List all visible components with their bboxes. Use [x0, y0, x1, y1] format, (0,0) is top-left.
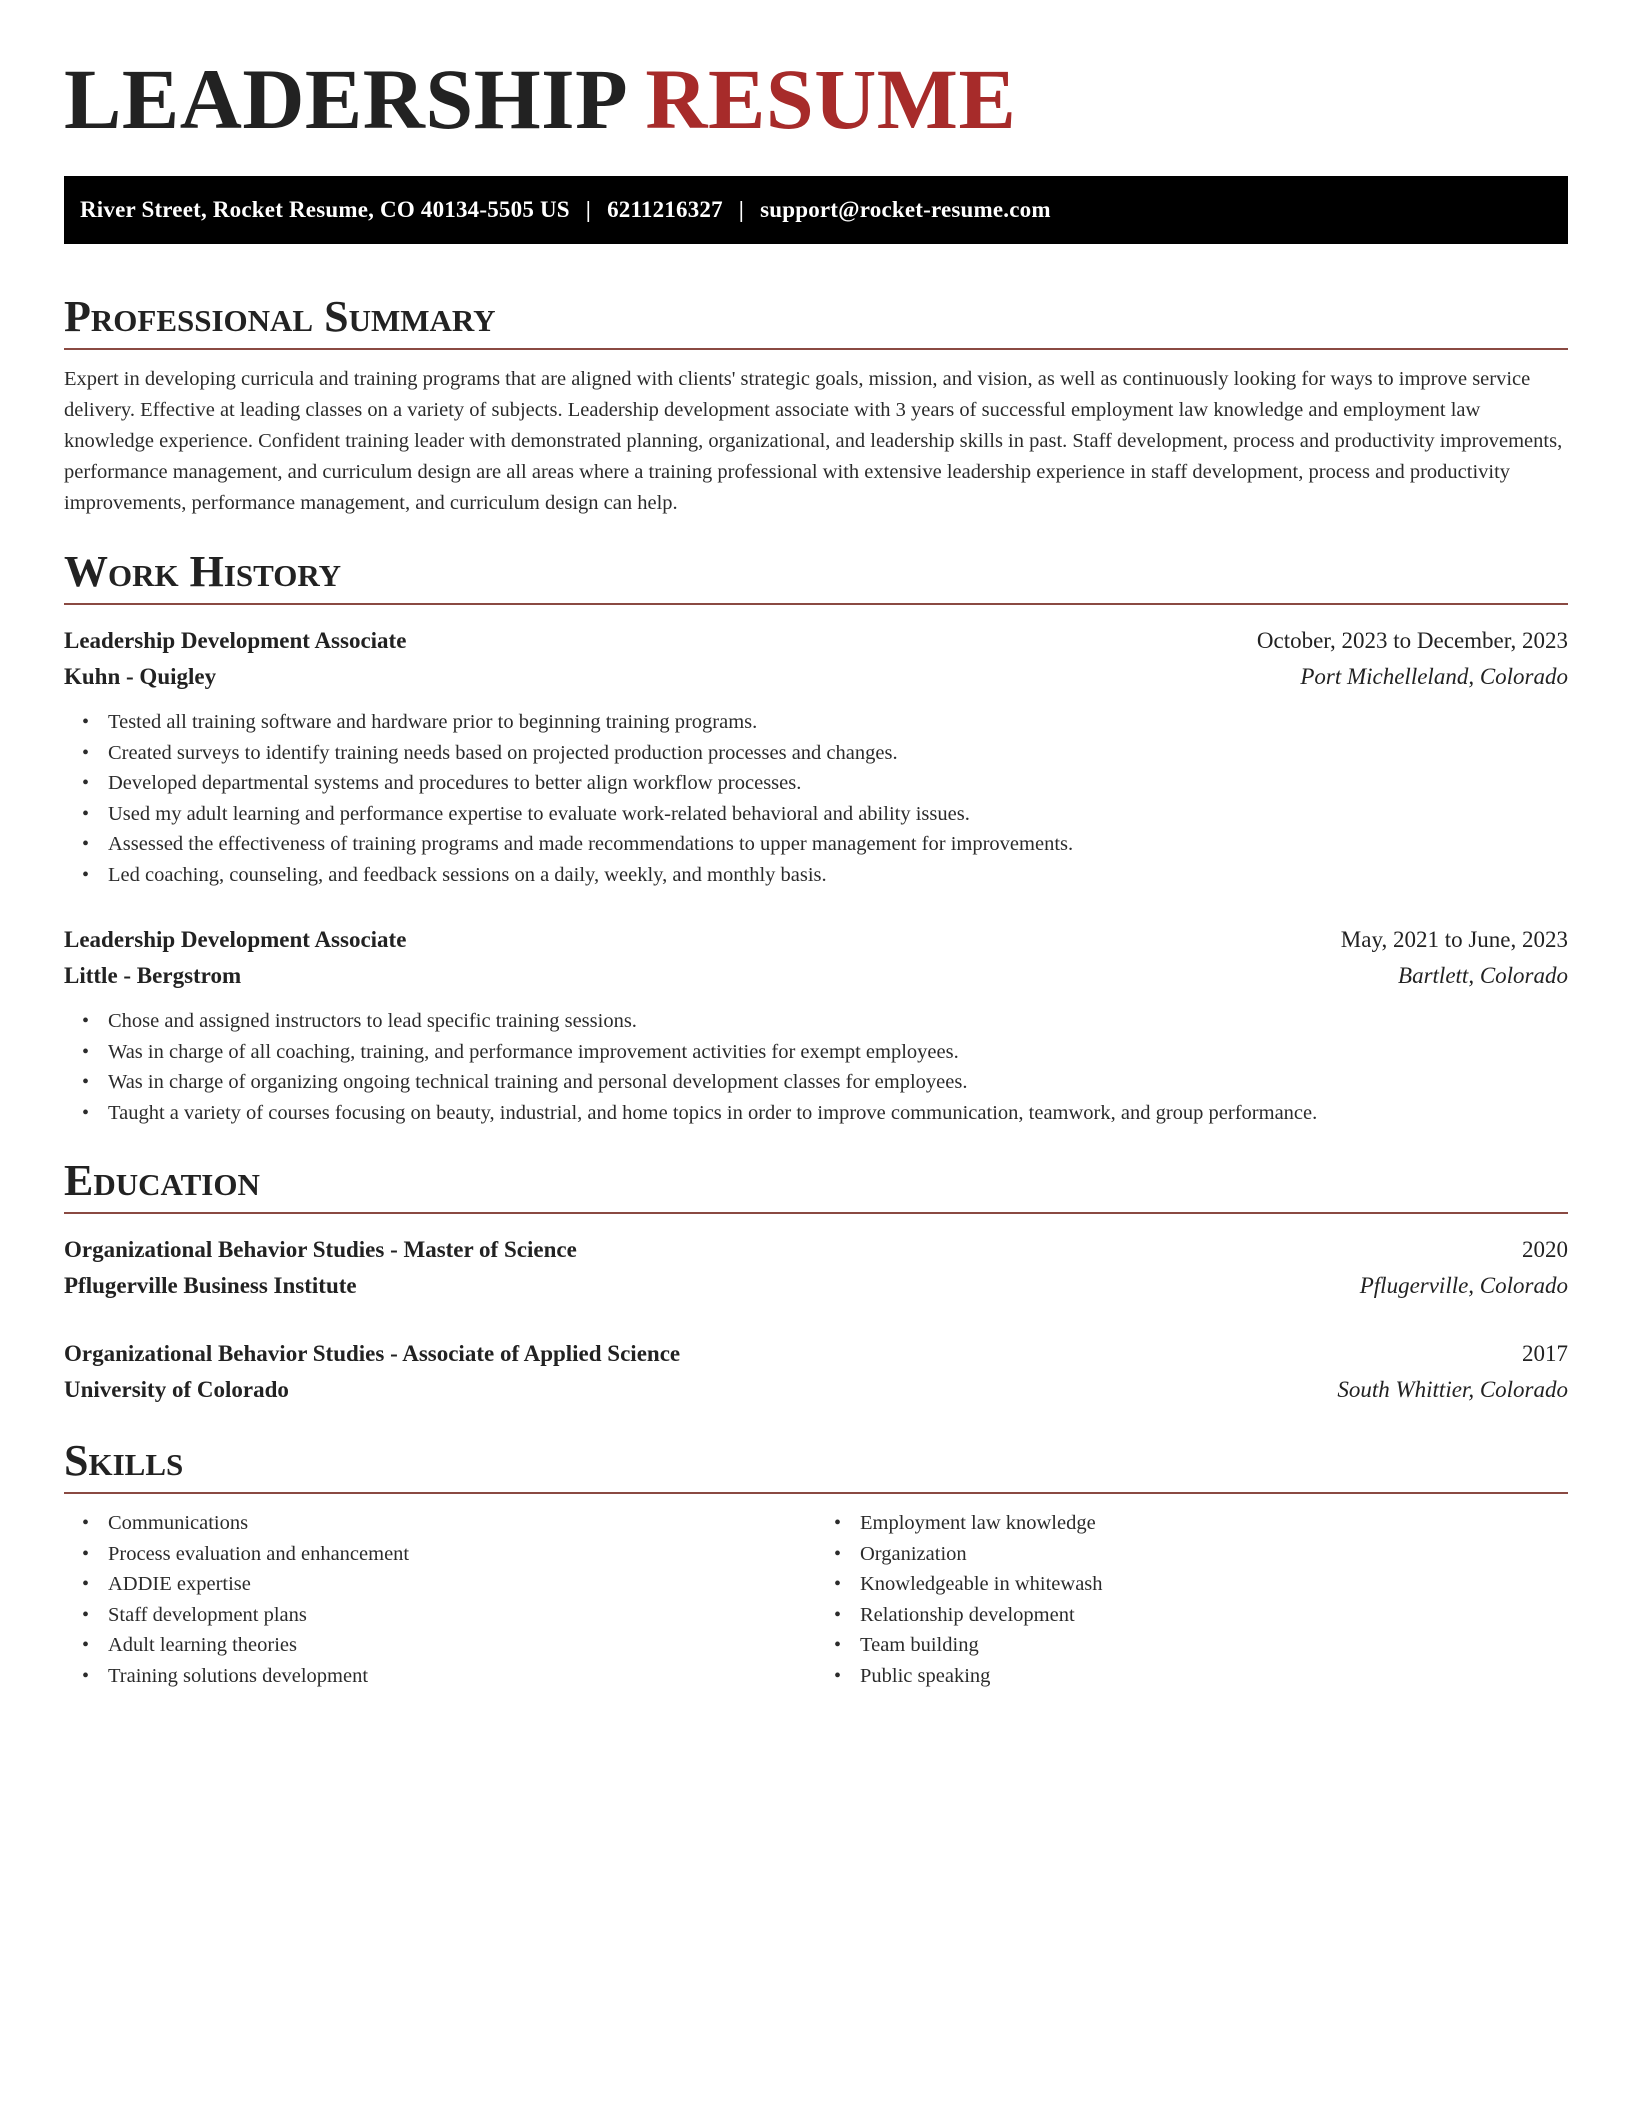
job-title: Leadership Development Associate	[64, 628, 407, 653]
skills-section	[64, 1436, 1568, 1691]
degree-entry	[64, 1232, 1568, 1304]
section-heading-summary: Professional Summary	[64, 292, 1568, 350]
skills-list-right	[816, 1508, 1568, 1691]
job-bullet: • Developed departmental systems and procedures to better align workflow processes.	[108, 768, 1568, 799]
degree-name: Organizational Behavior Studies - Associate of Applied Science	[64, 1341, 681, 1366]
title-part2: RESUME	[645, 51, 1017, 147]
job-company-row	[64, 958, 1568, 994]
degree-location: South Whittier, Colorado	[1337, 1377, 1568, 1402]
contact-email[interactable]: support@rocket-resume.com	[760, 197, 1051, 222]
job-company: Kuhn - Quigley	[64, 664, 217, 689]
professional-summary-section	[64, 292, 1568, 519]
job-dates: October, 2023 to December, 2023	[1256, 628, 1568, 653]
title-part1: LEADERSHIP	[64, 51, 624, 147]
degree-school-row	[64, 1372, 1568, 1408]
skill-item: • ADDIE expertise	[108, 1569, 816, 1600]
degree-header-row	[64, 1232, 1568, 1268]
summary-text: Expert in developing curricula and training programs that are aligned with clients' strategic goals, mission, and vision, as well as continuously looking for ways to improve service delivery. Effective at leading classes on a variety of subjects. Leadership development associate with 3 years of successful employment law knowledge and employment law knowledge experience. Confident training leader with demonstrated planning, organizational, and leadership skills in past. Staff development, process and productivity improvements, performance management, and curriculum design are all areas where a training professional with extensive leadership experience in staff development, process and productivity improvements, performance management, and curriculum design can help.	[64, 368, 1563, 514]
job-bullet: • Tested all training software and hardware prior to beginning training programs.	[108, 707, 1568, 738]
job-bullet: • Led coaching, counseling, and feedback sessions on a daily, weekly, and monthly basis.	[108, 860, 1568, 891]
skill-item: • Public speaking	[860, 1661, 1568, 1692]
skill-item: • Training solutions development	[108, 1661, 816, 1692]
skill-item: • Process evaluation and enhancement	[108, 1539, 816, 1570]
job-bullet: • Was in charge of all coaching, training, and performance improvement activities for exempt employees.	[108, 1037, 1568, 1068]
job-bullet: • Used my adult learning and performance expertise to evaluate work-related behavioral and ability issues.	[108, 799, 1568, 830]
section-heading-education: Education	[64, 1156, 1568, 1214]
section-heading-skills: Skills	[64, 1436, 1568, 1494]
job-company: Little - Bergstrom	[64, 963, 242, 988]
skill-item: • Knowledgeable in whitewash	[860, 1569, 1568, 1600]
section-heading-work: Work History	[64, 547, 1568, 605]
skill-item: • Staff development plans	[108, 1600, 816, 1631]
contact-bar	[64, 176, 1568, 244]
job-bullets	[64, 1006, 1568, 1128]
skill-item: • Team building	[860, 1630, 1568, 1661]
degree-year: 2020	[1522, 1237, 1568, 1262]
education-section	[64, 1156, 1568, 1408]
contact-address: River Street, Rocket Resume, CO 40134-5505 US	[80, 197, 570, 222]
job-dates: May, 2021 to June, 2023	[1340, 927, 1568, 952]
degree-school: Pflugerville Business Institute	[64, 1273, 357, 1298]
job-header-row	[64, 623, 1568, 659]
job-company-row	[64, 659, 1568, 695]
job-bullet: • Chose and assigned instructors to lead specific training sessions.	[108, 1006, 1568, 1037]
job-location: Port Michelleland, Colorado	[1300, 664, 1568, 689]
skill-item: • Communications	[108, 1508, 816, 1539]
degree-entry	[64, 1336, 1568, 1408]
resume-title	[64, 0, 1568, 147]
job-location: Bartlett, Colorado	[1398, 963, 1568, 988]
degree-school: University of Colorado	[64, 1377, 289, 1402]
job-bullets	[64, 707, 1568, 890]
work-history-section	[64, 547, 1568, 1128]
skill-item: • Relationship development	[860, 1600, 1568, 1631]
job-title: Leadership Development Associate	[64, 927, 407, 952]
degree-location: Pflugerville, Colorado	[1359, 1273, 1568, 1298]
skill-item: • Employment law knowledge	[860, 1508, 1568, 1539]
job-entry	[64, 623, 1568, 890]
skill-item: • Adult learning theories	[108, 1630, 816, 1661]
degree-name: Organizational Behavior Studies - Master of Science	[64, 1237, 577, 1262]
job-entry	[64, 922, 1568, 1128]
degree-year: 2017	[1522, 1341, 1568, 1366]
job-bullet: • Was in charge of organizing ongoing technical training and personal development classes for employees.	[108, 1067, 1568, 1098]
degree-school-row	[64, 1268, 1568, 1304]
skill-item: • Organization	[860, 1539, 1568, 1570]
skills-list-left	[64, 1508, 816, 1691]
job-header-row	[64, 922, 1568, 958]
contact-separator: |	[585, 197, 592, 222]
degree-header-row	[64, 1336, 1568, 1372]
skills-grid	[64, 1508, 1568, 1691]
job-bullet: • Assessed the effectiveness of training programs and made recommendations to upper management for improvements.	[108, 829, 1568, 860]
contact-phone[interactable]: 6211216327	[607, 197, 723, 222]
job-bullet: • Created surveys to identify training needs based on projected production processes and changes.	[108, 738, 1568, 769]
job-bullet: • Taught a variety of courses focusing on beauty, industrial, and home topics in order to improve communication, teamwork, and group performance.	[108, 1098, 1568, 1129]
contact-separator: |	[738, 197, 745, 222]
